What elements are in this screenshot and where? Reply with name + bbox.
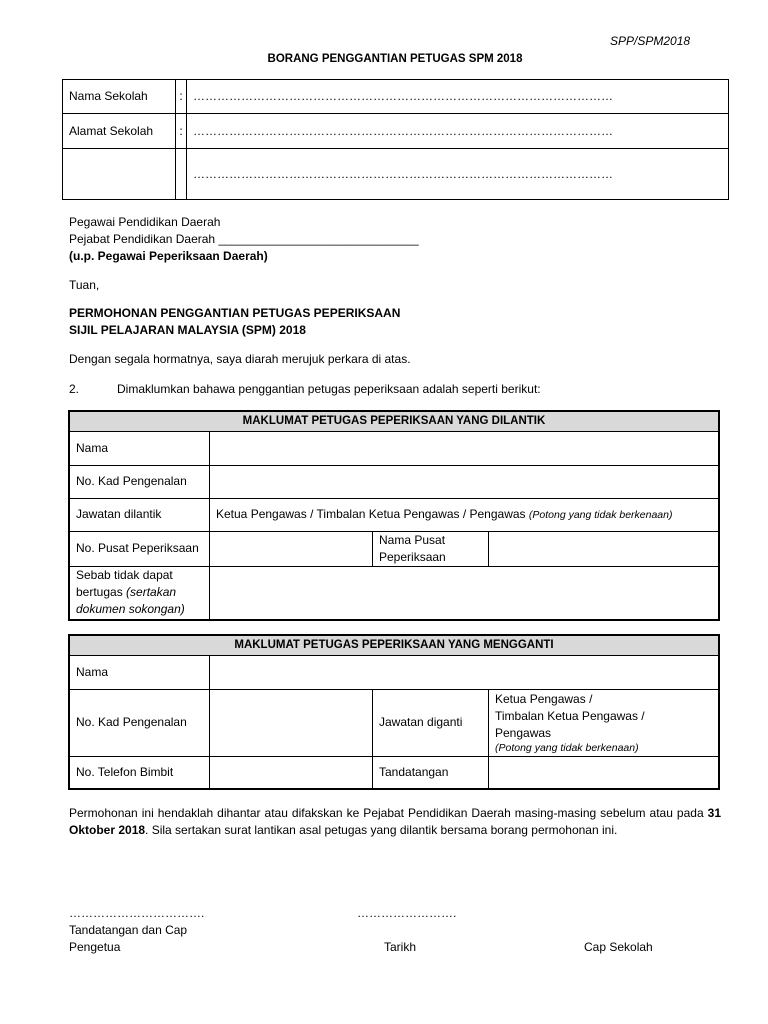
signature-dots: ……………………………. <box>69 906 205 920</box>
exam-centre-no-field[interactable] <box>210 531 373 566</box>
school-stamp-label: Cap Sekolah <box>584 940 653 954</box>
recipient-address <box>69 214 419 265</box>
exam-centre-no-label: No. Pusat Peperiksaan <box>69 531 210 566</box>
empty-cell <box>176 149 187 200</box>
phone-field[interactable] <box>210 756 373 789</box>
signature-label-2: Pengetua <box>69 940 121 954</box>
reason-note: (sertakan dokumen sokongan) <box>76 585 185 617</box>
reason-field[interactable] <box>210 566 720 620</box>
signature-label-1: Tandatangan dan Cap <box>69 923 188 937</box>
appointed-ic-label: No. Kad Pengenalan <box>69 465 210 498</box>
school-name-field[interactable]: …………………………………………………………………………………………… <box>187 80 729 114</box>
appointed-ic-field[interactable] <box>210 465 720 498</box>
date-label: Tarikh <box>384 940 417 954</box>
date-dots: ……………………. <box>357 906 457 920</box>
form-reference: SPP/SPM2018 <box>610 34 691 48</box>
address-line-1: Pegawai Pendidikan Daerah <box>69 215 221 229</box>
replacement-officer-table <box>68 634 720 790</box>
appointed-name-field[interactable] <box>210 431 720 465</box>
signature-field[interactable] <box>489 756 720 789</box>
reason-label <box>69 566 210 620</box>
appointed-name-label: Nama <box>69 431 210 465</box>
replaced-position-line-3: Pengawas <box>495 725 552 740</box>
exam-centre-name-label: Nama Pusat Peperiksaan <box>373 531 489 566</box>
paragraph-number: 2. <box>69 382 80 396</box>
school-info-table <box>62 79 729 200</box>
note-text-1: Permohonan ini hendaklah dihantar atau difakskan ke Pejabat Pendidikan Daerah masing-masing sebelum atau pada <box>69 806 708 820</box>
appointed-position-label: Jawatan dilantik <box>69 498 210 531</box>
strike-note: (Potong yang tidak berkenaan) <box>495 741 639 754</box>
note-text-2: . Sila sertakan surat lantikan asal petugas yang dilantik bersama borang permohonan ini. <box>145 823 618 837</box>
paragraph-text: Dimaklumkan bahawa penggantian petugas peperiksaan adalah seperti berikut: <box>117 382 541 396</box>
empty-cell <box>63 149 176 200</box>
submission-note <box>69 805 721 839</box>
appointed-table-header: MAKLUMAT PETUGAS PEPERIKSAAN YANG DILANTIK <box>69 411 719 431</box>
appointed-position-field[interactable] <box>210 498 720 531</box>
school-address-label: Alamat Sekolah <box>63 114 176 149</box>
school-name-label: Nama Sekolah <box>63 80 176 114</box>
subject-line-2: SIJIL PELAJARAN MALAYSIA (SPM) 2018 <box>69 323 306 337</box>
replacement-name-field[interactable] <box>210 655 720 689</box>
school-address-field-1[interactable]: …………………………………………………………………………………………… <box>187 114 729 149</box>
replacement-ic-field[interactable] <box>210 689 373 756</box>
replacement-name-label: Nama <box>69 655 210 689</box>
strike-note: (Potong yang tidak berkenaan) <box>528 508 673 521</box>
replaced-position-line-1: Ketua Pengawas / <box>495 691 593 706</box>
colon: : <box>176 80 187 114</box>
appointed-position-options: Ketua Pengawas / Timbalan Ketua Pengawas / Pengawas <box>216 506 526 521</box>
appointed-officer-table <box>68 410 720 621</box>
form-title: BORANG PENGGANTIAN PETUGAS SPM 2018 <box>267 53 523 65</box>
colon: : <box>176 114 187 149</box>
exam-centre-name-field[interactable] <box>489 531 720 566</box>
note-deadline: 31 Oktober 2018 <box>69 806 721 837</box>
phone-label: No. Telefon Bimbit <box>69 756 210 789</box>
salutation: Tuan, <box>69 278 100 292</box>
opening-sentence: Dengan segala hormatnya, saya diarah merujuk perkara di atas. <box>69 352 411 366</box>
replacement-table-header: MAKLUMAT PETUGAS PEPERIKSAAN YANG MENGGANTI <box>69 635 719 655</box>
address-line-2: Pejabat Pendidikan Daerah ______________________________ <box>69 232 419 246</box>
address-line-3: (u.p. Pegawai Peperiksaan Daerah) <box>69 249 268 263</box>
reason-text: Sebab tidak dapat bertugas <box>76 568 173 600</box>
signature-label: Tandatangan <box>373 756 489 789</box>
school-address-field-2[interactable]: …………………………………………………………………………………………… <box>187 149 729 200</box>
replacement-ic-label: No. Kad Pengenalan <box>69 689 210 756</box>
replaced-position-field[interactable] <box>489 689 720 756</box>
replaced-position-line-2: Timbalan Ketua Pengawas / <box>495 708 645 723</box>
replaced-position-label: Jawatan diganti <box>373 689 489 756</box>
subject-line-1: PERMOHONAN PENGGANTIAN PETUGAS PEPERIKSAAN <box>69 306 401 320</box>
